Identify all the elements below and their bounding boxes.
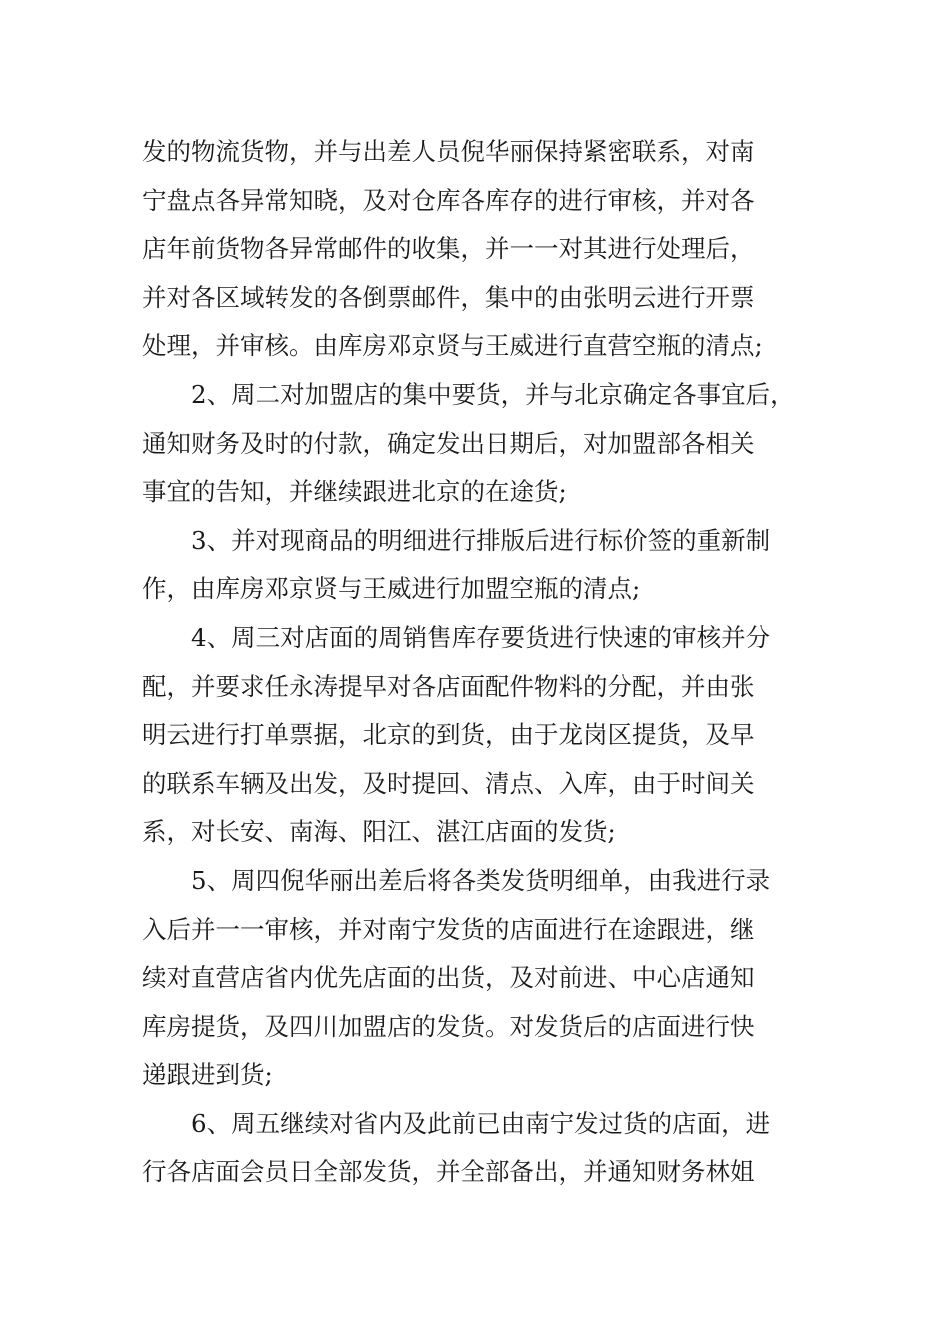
text-line: 递跟进到货;	[142, 1060, 273, 1090]
text-line: 通知财务及时的付款，确定发出日期后，对加盟部各相关	[142, 428, 755, 458]
text-line: 续对直营店省内优先店面的出货，及对前进、中心店通知	[142, 963, 755, 993]
text-line: 明云进行打单票据，北京的到货，由于龙岗区提货，及早	[142, 720, 755, 750]
paragraph-start-line: 3、并对现商品的明细进行排版后进行标价签的重新制	[191, 525, 771, 555]
text-line: 的联系车辆及出发，及时提回、清点、入库，由于时间关	[142, 768, 755, 798]
text-line: 系，对长安、南海、阳江、湛江店面的发货;	[142, 817, 616, 847]
text-line: 并对各区域转发的各倒票邮件，集中的由张明云进行开票	[142, 282, 755, 312]
text-line: 配，并要求任永涛提早对各店面配件物料的分配，并由张	[142, 671, 755, 701]
paragraph-start-line: 5、周四倪华丽出差后将各类发货明细单，由我进行录	[191, 865, 771, 895]
paragraph-start-line: 4、周三对店面的周销售库存要货进行快速的审核并分	[191, 622, 771, 652]
text-line: 入后并一一审核，并对南宁发货的店面进行在途跟进，继	[142, 914, 755, 944]
text-line: 事宜的告知，并继续跟进北京的在途货;	[142, 477, 567, 507]
paragraph-start-line: 2、周二对加盟店的集中要货，并与北京确定各事宜后，	[191, 379, 795, 409]
text-line: 行各店面会员日全部发货，并全部备出，并通知财务林姐	[142, 1157, 755, 1187]
text-line: 宁盘点各异常知晓，及对仓库各库存的进行审核，并对各	[142, 185, 755, 215]
text-line: 处理，并审核。由库房邓京贤与王威进行直营空瓶的清点;	[142, 331, 763, 361]
text-line: 作，由库房邓京贤与王威进行加盟空瓶的清点;	[142, 574, 641, 604]
text-line: 库房提货，及四川加盟店的发货。对发货后的店面进行快	[142, 1011, 755, 1041]
text-line: 发的物流货物，并与出差人员倪华丽保持紧密联系，对南	[142, 137, 755, 166]
document-body	[142, 128, 822, 1197]
text-line: 店年前货物各异常邮件的收集，并一一对其进行处理后，	[142, 234, 755, 264]
paragraph-start-line: 6、周五继续对省内及此前已由南宁发过货的店面，进	[191, 1108, 771, 1138]
